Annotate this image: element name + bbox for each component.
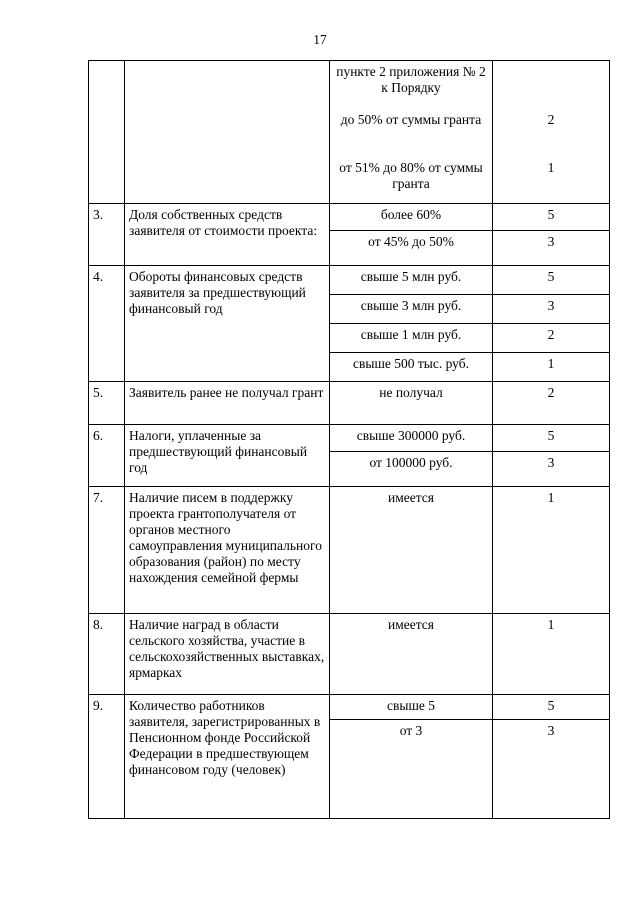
score-value: 2 [547, 112, 555, 127]
condition-text: не получал [330, 382, 493, 425]
condition-text: от 45% до 50% [330, 231, 493, 266]
condition-text: до 50% от суммы гранта [340, 112, 482, 127]
row-number: 3. [89, 204, 125, 266]
score-value: 5 [493, 266, 610, 295]
score-value: 1 [493, 353, 610, 382]
score-value: 1 [493, 487, 610, 614]
condition-text: имеется [330, 614, 493, 695]
table-row [89, 425, 610, 452]
condition-text: свыше 3 млн руб. [330, 295, 493, 324]
row-number: 6. [89, 425, 125, 487]
score-value: 2 [493, 382, 610, 425]
condition-text: от 100000 руб. [330, 452, 493, 487]
row-number: 5. [89, 382, 125, 425]
condition-text: свыше 300000 руб. [330, 425, 493, 452]
criterion-text: Доля собственных средств заявителя от стоимости проекта: [125, 204, 330, 266]
table-row [89, 487, 610, 614]
table-row [89, 266, 610, 295]
score-value: 5 [493, 204, 610, 231]
score-value: 3 [493, 295, 610, 324]
score-cell [493, 61, 610, 204]
condition-text: более 60% [330, 204, 493, 231]
table-row [89, 695, 610, 720]
condition-text: свыше 500 тыс. руб. [330, 353, 493, 382]
table-row [89, 382, 610, 425]
condition-text: от 3 [330, 720, 493, 819]
row-number: 9. [89, 695, 125, 819]
row-number: 8. [89, 614, 125, 695]
table-row [89, 61, 610, 204]
criterion-text: Наличие наград в области сельского хозяйства, участие в сельскохозяйственных выставках, ярмарках [125, 614, 330, 695]
criterion-text [125, 61, 330, 204]
score-value: 3 [493, 720, 610, 819]
condition-text: свыше 5 [330, 695, 493, 720]
criterion-text: Наличие писем в поддержку проекта грантополучателя от органов местного самоуправления муниципального образования (район) по месту нахождения семейной фермы [125, 487, 330, 614]
criterion-text: Количество работников заявителя, зарегистрированных в Пенсионном фонде Российской Федерации в предшествующем финансовом году (человек) [125, 695, 330, 819]
row-number [89, 61, 125, 204]
score-value: 5 [493, 425, 610, 452]
table-row [89, 614, 610, 695]
condition-text: свыше 1 млн руб. [330, 324, 493, 353]
score-value: 3 [493, 452, 610, 487]
condition-text: имеется [330, 487, 493, 614]
condition-cell [330, 61, 493, 204]
condition-text: пункте 2 приложения № 2 к Порядку [336, 64, 486, 95]
criterion-text: Заявитель ранее не получал грант [125, 382, 330, 425]
criteria-table [88, 60, 610, 819]
criterion-text: Налоги, уплаченные за предшествующий финансовый год [125, 425, 330, 487]
score-value [497, 64, 605, 104]
criterion-text: Обороты финансовых средств заявителя за предшествующий финансовый год [125, 266, 330, 382]
score-value: 2 [493, 324, 610, 353]
row-number: 4. [89, 266, 125, 382]
page-number: 17 [313, 32, 327, 47]
score-value: 3 [493, 231, 610, 266]
condition-text: от 51% до 80% от суммы гранта [339, 160, 483, 191]
score-value: 1 [547, 160, 555, 175]
condition-text: свыше 5 млн руб. [330, 266, 493, 295]
table-row [89, 204, 610, 231]
score-value: 1 [493, 614, 610, 695]
row-number: 7. [89, 487, 125, 614]
score-value: 5 [493, 695, 610, 720]
